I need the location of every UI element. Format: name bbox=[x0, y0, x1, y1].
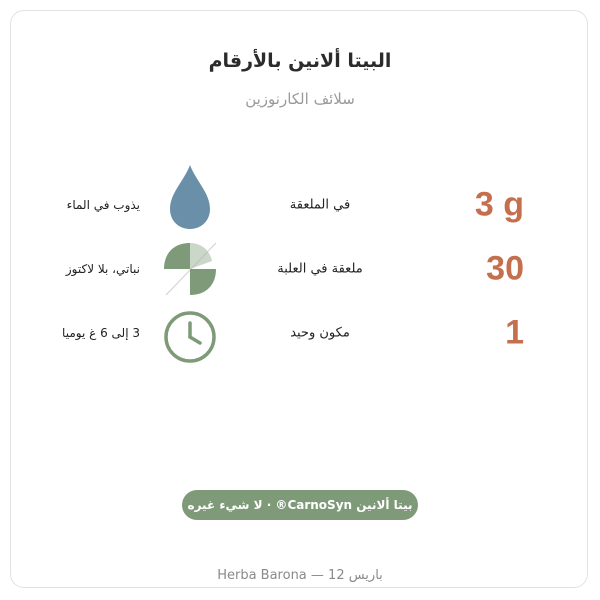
clock-icon bbox=[160, 303, 220, 363]
stat-row-per-scoop bbox=[0, 170, 600, 240]
stat-description: 3 إلى 6 غ يوميا bbox=[62, 326, 140, 340]
stat-description: نباتي، بلا لاكتوز bbox=[65, 262, 140, 276]
plant-leaf-icon bbox=[160, 239, 220, 299]
stat-row-scoops-per-tub bbox=[0, 234, 600, 304]
card-title: البيتا ألانين بالأرقام bbox=[208, 50, 392, 72]
stat-number: 3 g bbox=[474, 185, 524, 224]
water-drop-icon bbox=[160, 175, 220, 235]
stat-row-single-ingredient bbox=[0, 298, 600, 368]
card-subtitle: سلائف الكارنوزين bbox=[245, 90, 355, 108]
tagline-pill: بيتا ألانين CarnoSyn® · لا شيء غيره bbox=[182, 490, 418, 520]
stat-label: في الملعقة bbox=[289, 197, 351, 213]
stat-label: ملعقة في العلبة bbox=[277, 261, 363, 277]
stat-label: مكون وحيد bbox=[290, 325, 350, 341]
stat-number: 1 bbox=[505, 313, 524, 352]
stat-description: يذوب في الماء bbox=[66, 198, 140, 212]
footer-text: باريس 12 — Herba Barona bbox=[217, 568, 383, 583]
stat-number: 30 bbox=[486, 249, 524, 288]
